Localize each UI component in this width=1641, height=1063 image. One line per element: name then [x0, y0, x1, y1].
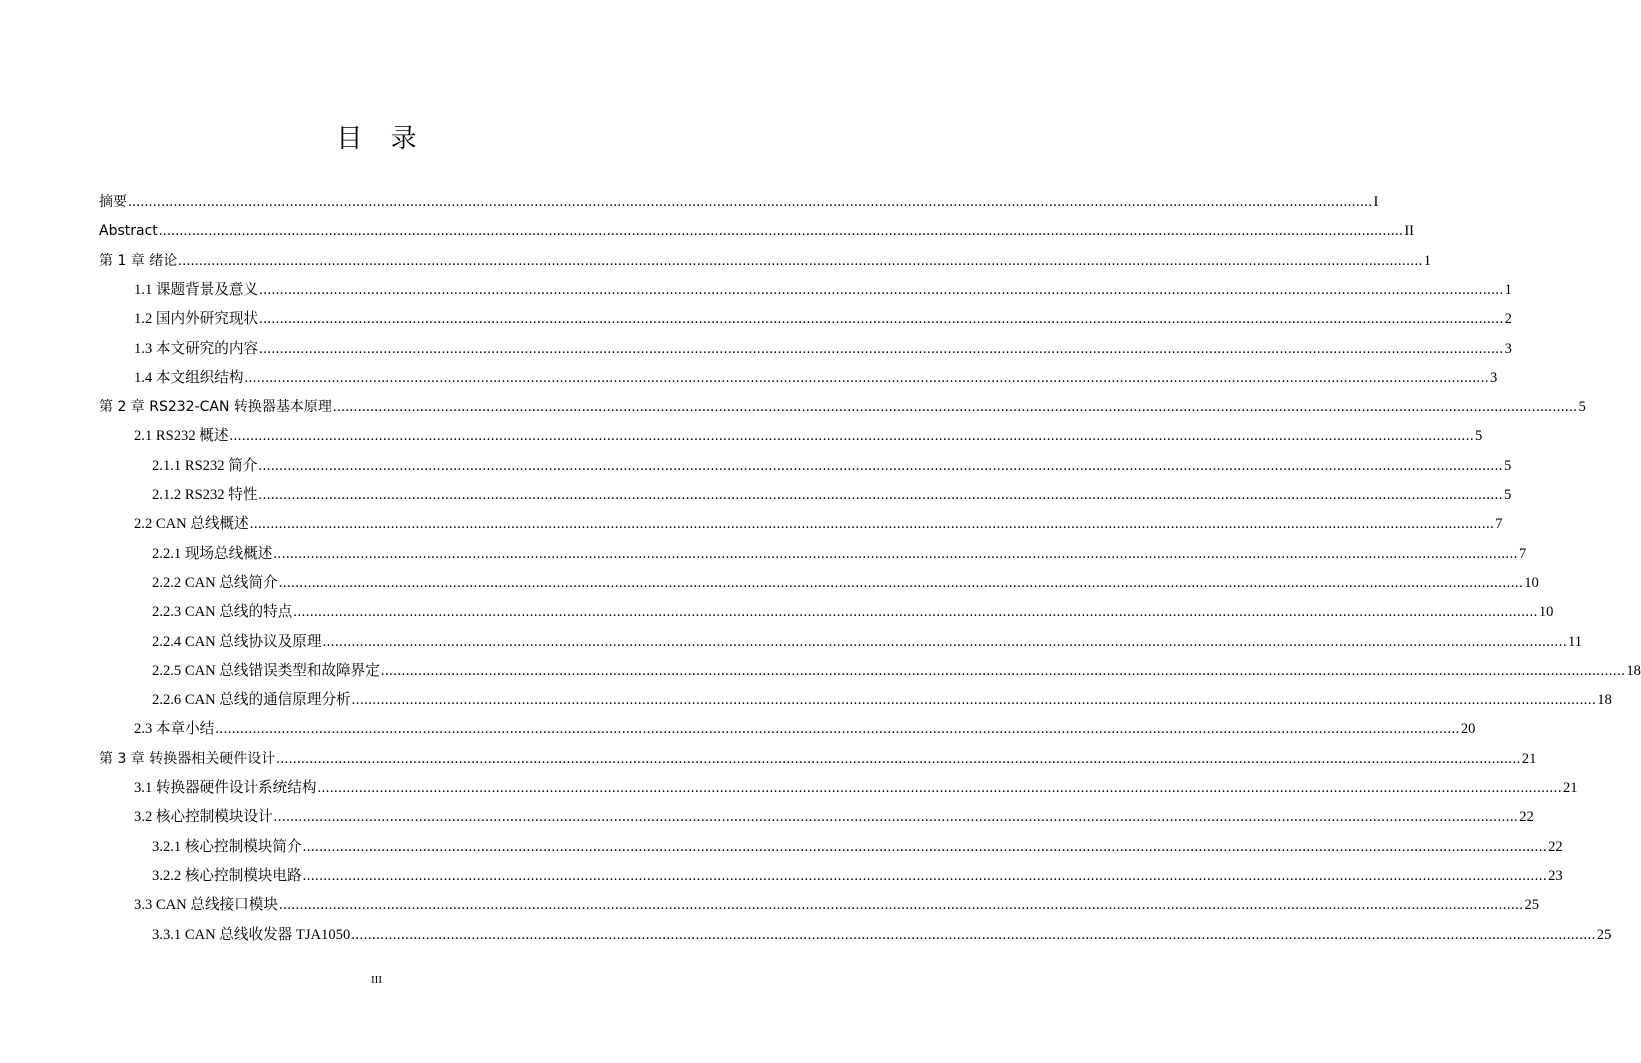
toc-entry-page: 22 [1519, 809, 1534, 826]
toc-entry[interactable] [152, 657, 1641, 685]
dot-leader: ............................................................................................................................................................................................................................................................................................................ [215, 721, 1460, 738]
toc-entry[interactable] [99, 393, 1586, 421]
toc-entry[interactable] [134, 276, 1512, 304]
dot-leader: ............................................................................................................................................................................................................................................................................................................ [351, 926, 1596, 943]
toc-entry[interactable] [134, 335, 1512, 363]
toc-entry-page: 7 [1518, 545, 1527, 562]
toc-entry-page: II [1404, 223, 1415, 240]
toc-entry-title: Abstract [99, 223, 158, 240]
toc-entry-page: 11 [1568, 633, 1583, 650]
toc-entry[interactable] [99, 188, 1379, 216]
toc-entry[interactable] [134, 803, 1534, 831]
toc-entry-page: 5 [1578, 399, 1586, 416]
toc-entry-page: 5 [1503, 457, 1512, 474]
toc-entry-title: 2.2.5 CAN 总线错误类型和故障界定 [152, 662, 380, 679]
dot-leader: ............................................................................................................................................................................................................................................................................................................ [259, 311, 1504, 328]
toc-entry[interactable] [99, 745, 1537, 773]
toc-entry-title: 3.2 核心控制模块设计 [134, 809, 273, 826]
toc-entry[interactable] [134, 774, 1578, 802]
dot-leader: ............................................................................................................................................................................................................................................................................................................ [302, 838, 1548, 855]
toc-entry-page: 1 [1423, 252, 1432, 269]
toc-entry[interactable] [134, 305, 1512, 333]
toc-entry-title: 2.2 CAN 总线概述 [134, 516, 249, 533]
toc-entry-title: 2.3 本章小结 [134, 721, 215, 738]
toc-entry-title: 第 2 章 RS232-CAN 转换器基本原理 [99, 399, 332, 416]
dot-leader: ............................................................................................................................................................................................................................................................................................................ [273, 809, 1519, 826]
dot-leader: ............................................................................................................................................................................................................................................................................................................ [259, 340, 1504, 357]
toc-entry-title: 2.2.4 CAN 总线协议及原理 [152, 633, 322, 650]
toc-entry-title: 1.1 课题背景及意义 [134, 281, 259, 298]
toc-entry-page: 21 [1562, 780, 1578, 796]
toc-entry-page: 10 [1524, 574, 1539, 591]
dot-leader: ............................................................................................................................................................................................................................................................................................................ [293, 604, 1538, 621]
toc-entry-title: 第 1 章 绪论 [99, 252, 178, 269]
toc-entry-title: 2.2.6 CAN 总线的通信原理分析 [152, 692, 351, 709]
toc-entry-title: 第 3 章 转换器相关硬件设计 [99, 750, 276, 767]
toc-entry-title: 3.2.2 核心控制模块电路 [152, 867, 302, 884]
toc-entry-title: 3.1 转换器硬件设计系统结构 [134, 780, 317, 796]
toc-entry-page: 21 [1521, 750, 1537, 767]
toc-entry-page: 1 [1504, 281, 1512, 298]
toc-entry-page: 3 [1490, 369, 1498, 386]
toc-entry[interactable] [134, 510, 1503, 538]
toc-entry[interactable] [152, 921, 1612, 949]
toc-entry-title: 3.3 CAN 总线接口模块 [134, 897, 278, 914]
toc-entry-title: 2.1 RS232 概述 [134, 428, 229, 445]
toc-entry-title: 2.2.3 CAN 总线的特点 [152, 604, 293, 621]
toc-entry[interactable] [152, 598, 1554, 626]
toc-entry-title: 1.2 国内外研究现状 [134, 311, 259, 328]
dot-leader: ............................................................................................................................................................................................................................................................................................................ [249, 516, 1495, 533]
dot-leader: ............................................................................................................................................................................................................................................................................................................ [178, 252, 1423, 269]
toc-entry[interactable] [99, 247, 1432, 275]
toc-entry-page: 20 [1460, 721, 1476, 738]
toc-entry-page: 23 [1548, 867, 1563, 884]
dot-leader: ............................................................................................................................................................................................................................................................................................................ [302, 867, 1548, 884]
toc-entry[interactable] [134, 715, 1476, 743]
toc-entry-title: 2.2.2 CAN 总线简介 [152, 574, 278, 591]
toc-entry-title: 2.1.2 RS232 特性 [152, 487, 258, 503]
dot-leader: ............................................................................................................................................................................................................................................................................................................ [380, 662, 1626, 679]
toc-entry[interactable] [152, 569, 1539, 597]
toc-entry-page: 2 [1504, 311, 1512, 328]
toc-entry-title: 3.2.1 核心控制模块简介 [152, 838, 302, 855]
toc-entry[interactable] [152, 862, 1563, 890]
toc-entry[interactable] [152, 686, 1612, 714]
toc-entry-page: 7 [1495, 516, 1503, 533]
toc-entry[interactable] [134, 422, 1483, 450]
dot-leader: ............................................................................................................................................................................................................................................................................................................ [351, 692, 1597, 709]
dot-leader: ............................................................................................................................................................................................................................................................................................................ [322, 633, 1567, 650]
toc-heading: 目 录 [336, 124, 427, 154]
toc-entry[interactable] [152, 481, 1512, 509]
toc-entry-title: 1.4 本文组织结构 [134, 369, 244, 386]
dot-leader: ............................................................................................................................................................................................................................................................................................................ [273, 545, 1518, 562]
dot-leader: ............................................................................................................................................................................................................................................................................................................ [244, 369, 1489, 386]
dot-leader: ............................................................................................................................................................................................................................................................................................................ [317, 780, 1562, 796]
toc-entry[interactable] [152, 628, 1583, 656]
toc-entry[interactable] [152, 540, 1527, 568]
toc-entry-title: 1.3 本文研究的内容 [134, 340, 259, 357]
dot-leader: ............................................................................................................................................................................................................................................................................................................ [278, 897, 1524, 914]
dot-leader: ............................................................................................................................................................................................................................................................................................................ [128, 194, 1373, 210]
toc-entry-page: 25 [1524, 897, 1540, 914]
toc-entry-title: 3.3.1 CAN 总线收发器 TJA1050 [152, 926, 351, 943]
dot-leader: ............................................................................................................................................................................................................................................................................................................ [258, 457, 1503, 474]
toc-entry[interactable] [134, 364, 1498, 392]
dot-leader: ............................................................................................................................................................................................................................................................................................................ [258, 487, 1503, 503]
dot-leader: ............................................................................................................................................................................................................................................................................................................ [158, 223, 1404, 240]
dot-leader: ............................................................................................................................................................................................................................................................................................................ [259, 281, 1504, 298]
toc-entry-title: 摘要 [99, 194, 127, 210]
toc-entry[interactable] [152, 452, 1512, 480]
toc-entry-page: 10 [1538, 604, 1554, 621]
dot-leader: ............................................................................................................................................................................................................................................................................................................ [276, 750, 1521, 767]
toc-entry-page: 3 [1504, 340, 1512, 357]
toc-entry-title: 2.1.1 RS232 简介 [152, 457, 258, 474]
toc-entry[interactable] [152, 833, 1563, 861]
toc-entry-page: 5 [1475, 428, 1483, 445]
toc-entry-title: 2.2.1 现场总线概述 [152, 545, 273, 562]
toc-entry-page: 18 [1626, 662, 1641, 679]
toc-entry[interactable] [134, 891, 1540, 919]
toc-entry[interactable] [99, 217, 1415, 245]
page-number-footer: III [371, 974, 382, 986]
toc-entry-page: 18 [1597, 692, 1612, 709]
toc-entry-page: 22 [1548, 838, 1563, 855]
toc-entry-page: 25 [1596, 926, 1612, 943]
dot-leader: ............................................................................................................................................................................................................................................................................................................ [278, 574, 1524, 591]
toc-entry-page: 5 [1503, 487, 1512, 503]
dot-leader: ............................................................................................................................................................................................................................................................................................................ [229, 428, 1474, 445]
toc-entry-page: I [1373, 194, 1379, 210]
dot-leader: ............................................................................................................................................................................................................................................................................................................ [332, 399, 1578, 416]
